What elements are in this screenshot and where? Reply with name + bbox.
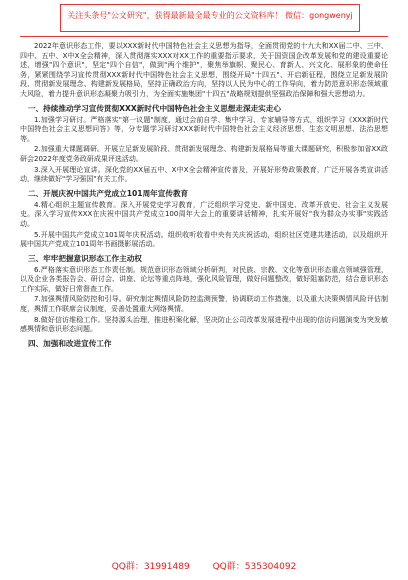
qq-group-1: QQ群：31991489 (111, 562, 190, 572)
header-divider (20, 36, 388, 37)
section-heading-1: 一、持续推动学习宣传贯彻XXX新时代中国特色社会主义思想走深走实走心 (28, 103, 281, 113)
paragraph-8: 8.做好信访维稳工作。坚持源头治理，推进积案化解，坚决防止公司改革发展进程中出现的信访问题演变为突发敏感舆情和意识形态问题。 (20, 315, 388, 334)
paragraph-5: 5.开展中国共产党成立101周年庆祝活动。组织收听收看中央有关庆祝活动，组织社区党建共建活动，以及组织开展中国共产党成立101周年书画摄影展活动。 (20, 230, 388, 249)
paragraph-3: 3.深入开展理论宣讲。深化党的XX届五中、X中X全会精神宣传普及，开展好形势政策教育，广泛开展各类宣讲活动，继续做好"学习强国"有关工作。 (20, 165, 388, 184)
intro-paragraph: 2022年意识形态工作，要以XXX新时代中国特色社会主义思想为指导，全面贯彻党的十九大和XX届二中、三中、四中、五中、X中X全会精神，深入贯彻落实XXX对XX工作的重要指示要求，关于国资国企改革发展和党的建设重要论述，增强"四个意识"，坚定"四个自信"，做到"两个维护"，聚焦举旗帜、聚民心、育新人、兴文化、展形象的使命任务，紧紧围绕学习宣传贯彻XXX新时代中国特色社会主义思想，围绕开局"十四五"、开启新征程，围绕立足新发展阶段、贯彻新发展理念、构建新发展格局，坚持正确政治方向，坚持以人民为中心的工作导向，着力防范意识形态领域重大风险，着力提升意识形态凝聚力吸引力，为全面实施集团"十四五"战略规划提供坚强政治保障和强大思想动力。 (20, 42, 388, 98)
paragraph-6: 6.严格落实意识形态工作责任制。规范意识形态领域分析研判，对民族、宗教、文化等意识形态重点领域强管理，以及企业各类报告会、研讨会、讲座、论坛等重点阵地，强化风险管理，做好问题整改，做好阻塞防范，结合意识形态工作实际，做好日常督查工作。 (20, 265, 388, 293)
section-heading-3: 三、牢牢把握意识形态工作主动权 (28, 253, 142, 263)
section-heading-4: 四、加强和改进宣传工作 (28, 338, 112, 348)
paragraph-2: 2.加强重大课题调研。开展立足新发展阶段、贯彻新发展理念、构建新发展格局等重大课题研究，积极参加省XX政研会2022年度党务政研成果评选活动。 (20, 145, 388, 163)
footer-contact (0, 559, 408, 572)
banner-text: 关注头条号"公文研究"，获得最新最全最专业的公文资料库！ 微信：gongwenyj (67, 11, 353, 20)
paragraph-7: 7.加强舆情风险防控和引导。研究制定舆情风险防控监测预警，协调联动工作措施，以及重大决策舆情风险评估制度，舆情工作联席会议制度，妥善处置重大网络舆情。 (20, 295, 388, 314)
qq-group-2: QQ群：535304092 (212, 562, 297, 572)
paragraph-4: 4.精心组织主题宣传教育。深入开展党史学习教育，广泛组织学习党史、新中国史、改革开放史、社会主义发展史。深入学习宣传XXX在庆祝中国共产党成立100周年大会上的重要讲话精神，扎实开展好"我为群众办实事"实践活动。 (20, 200, 388, 228)
header-banner (60, 4, 360, 32)
paragraph-1: 1.加强学习研讨。严格落实"第一议题"制度，通过会前自学、集中学习、专家辅导等方式，组织学习《XXX新时代中国特色社会主义思想问答》等，分专题学习研讨XXX新时代中国特色社会主义经济思想、生态文明思想、法治思想等。 (20, 115, 388, 143)
document-body (20, 42, 388, 351)
section-heading-2: 二、开展庆祝中国共产党成立101周年宣传教育 (28, 188, 189, 198)
